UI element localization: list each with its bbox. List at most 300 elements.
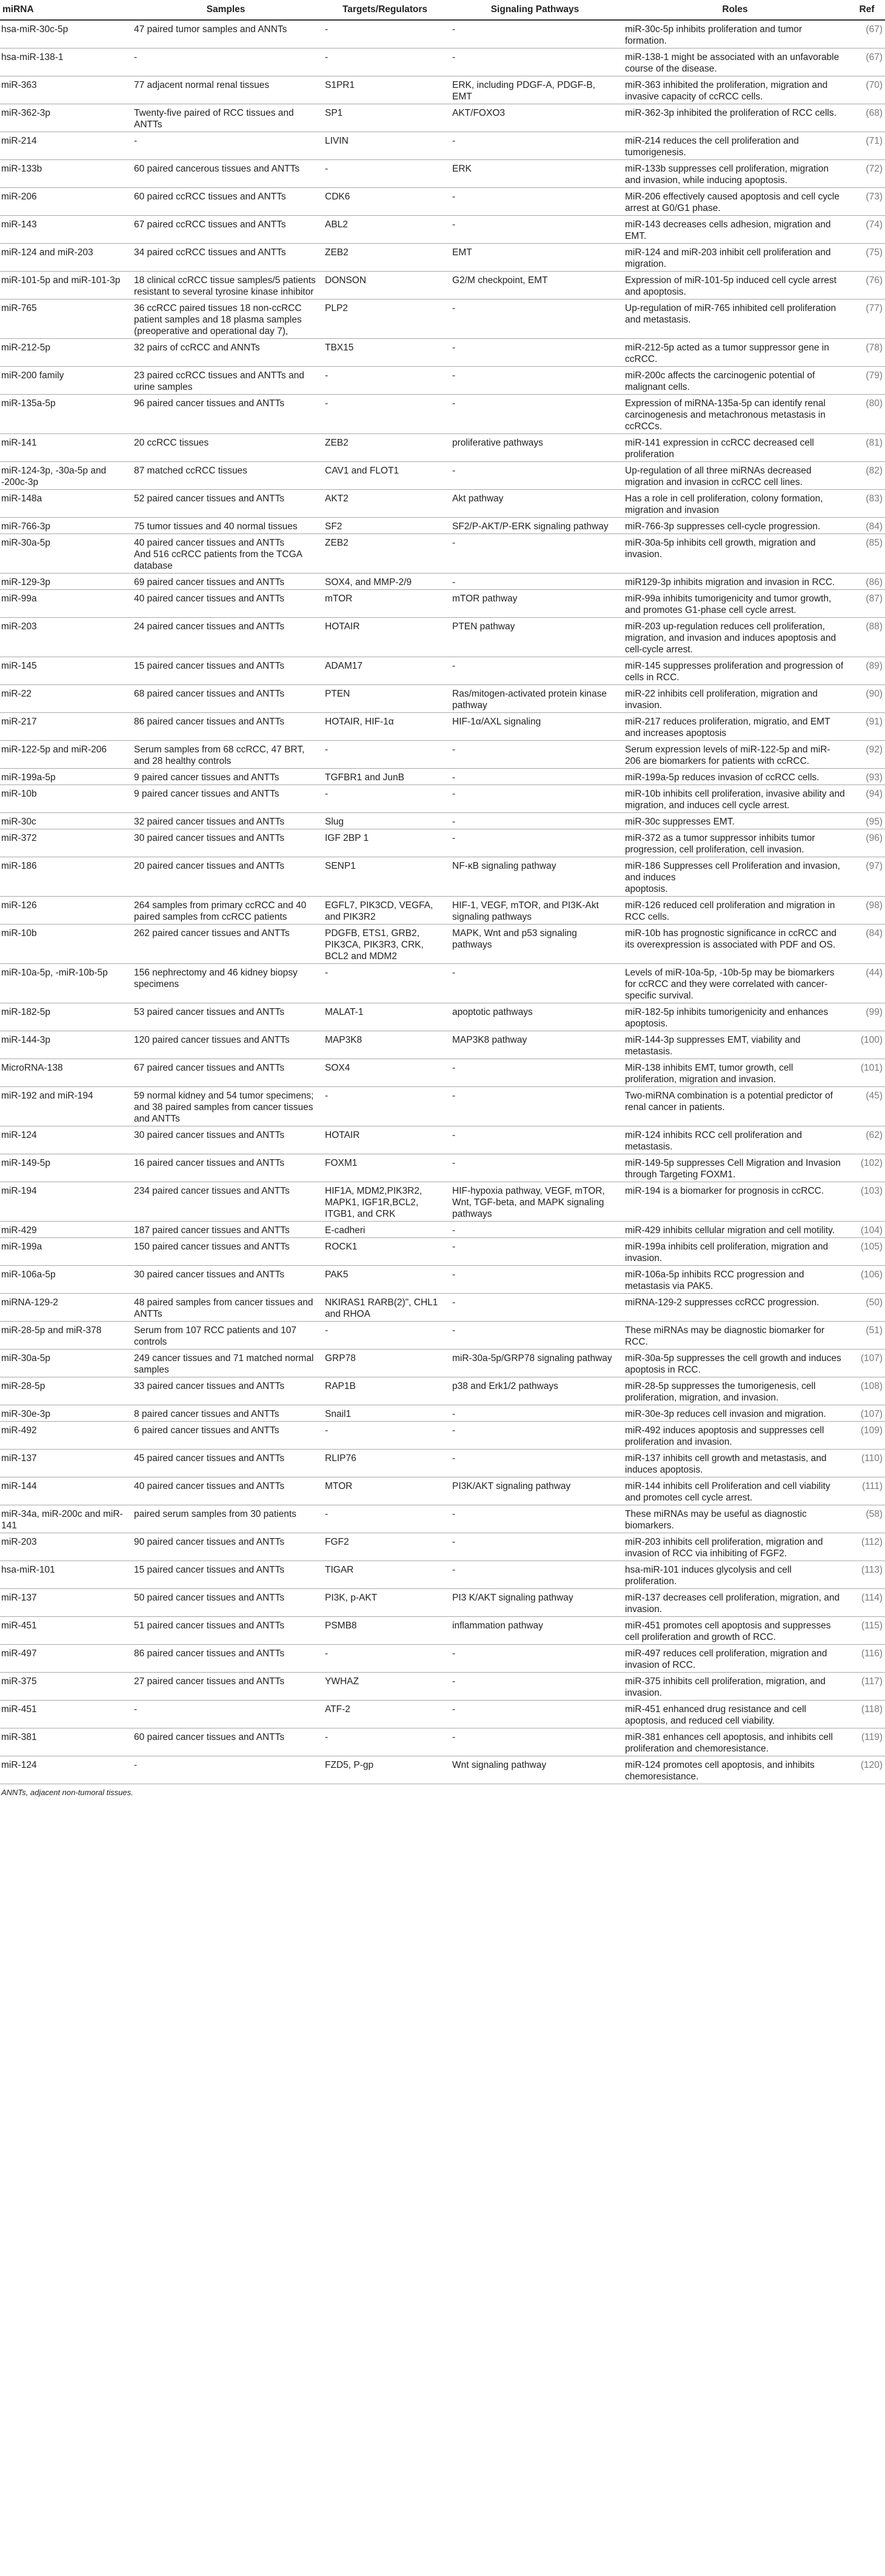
roles-cell: miR-137 decreases cell proliferation, migration, and invasion. (621, 1589, 849, 1617)
roles-cell: miR-203 inhibits cell proliferation, migration and invasion of RCC via inhibiting of FGF2. (621, 1533, 849, 1561)
roles-cell: miR-30a-5p inhibits cell growth, migration and invasion. (621, 534, 849, 574)
table-row (0, 1673, 885, 1701)
targets-cell: SENP1 (321, 857, 449, 897)
mirna-cell: miR-122-5p and miR-206 (0, 741, 130, 769)
targets-cell: ZEB2 (321, 434, 449, 462)
ref-cell[interactable]: (70) (849, 76, 885, 104)
pathways-cell: - (449, 1673, 621, 1701)
targets-cell: - (321, 160, 449, 188)
samples-cell: 32 pairs of ccRCC and ANNTs (130, 339, 321, 367)
ref-cell[interactable]: (115) (849, 1617, 885, 1645)
samples-cell: 33 paired cancer tissues and ANTTs (130, 1377, 321, 1405)
table-row (0, 829, 885, 857)
roles-cell: miR-10b inhibits cell proliferation, invasive ability and migration, and induces cell cycle arrest. (621, 785, 849, 813)
pathways-cell: - (449, 20, 621, 49)
ref-cell[interactable]: (116) (849, 1645, 885, 1673)
pathways-cell: - (449, 1126, 621, 1154)
targets-cell: - (321, 20, 449, 49)
ref-cell[interactable]: (45) (849, 1087, 885, 1126)
targets-cell: - (321, 1728, 449, 1756)
targets-cell: YWHAZ (321, 1673, 449, 1701)
ref-cell[interactable]: (107) (849, 1405, 885, 1422)
targets-cell: MTOR (321, 1477, 449, 1505)
pathways-cell: apoptotic pathways (449, 1003, 621, 1031)
mirna-cell: miR-10a-5p, -miR-10b-5p (0, 964, 130, 1003)
roles-cell: Levels of miR-10a-5p, -10b-5p may be biomarkers for ccRCC and they were correlated with cancer-specific survival. (621, 964, 849, 1003)
table-row (0, 713, 885, 741)
mirna-cell: miR-126 (0, 897, 130, 925)
table-row (0, 1533, 885, 1561)
samples-cell: 45 paired cancer tissues and ANTTs (130, 1450, 321, 1477)
pathways-cell: - (449, 1266, 621, 1294)
roles-cell: miR-124 inhibits RCC cell proliferation and metastasis. (621, 1126, 849, 1154)
roles-cell: miR-99a inhibits tumorigenicity and tumor growth, and promotes G1-phase cell cycle arrest. (621, 590, 849, 618)
pathways-cell: - (449, 1533, 621, 1561)
targets-cell: SF2 (321, 518, 449, 534)
targets-cell: HIF1A, MDM2,PIK3R2, MAPK1, IGF1R,BCL2, ITGB1, and CRK (321, 1182, 449, 1222)
mirna-cell: miR-497 (0, 1645, 130, 1673)
ref-cell[interactable]: (103) (849, 1182, 885, 1222)
roles-cell: miR-144-3p suppresses EMT, viability and metastasis. (621, 1031, 849, 1059)
mirna-cell: miR-451 (0, 1617, 130, 1645)
roles-cell: Up-regulation of miR-765 inhibited cell proliferation and metastasis. (621, 299, 849, 339)
ref-cell[interactable]: (79) (849, 367, 885, 395)
targets-cell: HOTAIR (321, 1126, 449, 1154)
targets-cell: NKIRAS1 RARB(2)", CHL1 and RHOA (321, 1294, 449, 1322)
table-row (0, 1003, 885, 1031)
table-row (0, 1450, 885, 1477)
roles-cell: Expression of miR-101-5p induced cell cycle arrest and apoptosis. (621, 272, 849, 299)
pathways-cell: - (449, 741, 621, 769)
ref-cell[interactable]: (93) (849, 769, 885, 785)
ref-cell[interactable]: (102) (849, 1154, 885, 1182)
pathways-cell: MAPK, Wnt and p53 signaling pathways (449, 925, 621, 964)
pathways-cell: Wnt signaling pathway (449, 1756, 621, 1784)
ref-cell[interactable]: (51) (849, 1322, 885, 1350)
table-row (0, 160, 885, 188)
samples-cell: 18 clinical ccRCC tissue samples/5 patients resistant to several tyrosine kinase inhibitor (130, 272, 321, 299)
roles-cell: miR-200c affects the carcinogenic potential of malignant cells. (621, 367, 849, 395)
ref-cell[interactable]: (74) (849, 216, 885, 244)
roles-cell: MiR-206 effectively caused apoptosis and cell cycle arrest at G0/G1 phase. (621, 188, 849, 216)
mirna-cell: miR-199a-5p (0, 769, 130, 785)
roles-cell: miR-451 promotes cell apoptosis and suppresses cell proliferation and growth of RCC. (621, 1617, 849, 1645)
ref-cell[interactable]: (97) (849, 857, 885, 897)
samples-cell: 67 paired cancer tissues and ANTTs (130, 1059, 321, 1087)
mirna-cell: miR-148a (0, 490, 130, 518)
targets-cell: PDGFB, ETS1, GRB2, PIK3CA, PIK3R3, CRK, BCL2 and MDM2 (321, 925, 449, 964)
mirna-cell: miR-212-5p (0, 339, 130, 367)
roles-cell: miR-138-1 might be associated with an unfavorable course of the disease. (621, 49, 849, 76)
pathways-cell: - (449, 188, 621, 216)
table-row (0, 1238, 885, 1266)
table-row (0, 964, 885, 1003)
mirna-cell: miR-214 (0, 132, 130, 160)
roles-cell: miR-199a-5p reduces invasion of ccRCC cells. (621, 769, 849, 785)
mirna-cell: miR-129-3p (0, 574, 130, 590)
ref-cell[interactable]: (77) (849, 299, 885, 339)
mirna-cell: miR-192 and miR-194 (0, 1087, 130, 1126)
pathways-cell: - (449, 1294, 621, 1322)
targets-cell: SOX4, and MMP-2/9 (321, 574, 449, 590)
ref-cell[interactable]: (73) (849, 188, 885, 216)
samples-cell: - (130, 1756, 321, 1784)
ref-cell[interactable]: (107) (849, 1350, 885, 1377)
targets-cell: PLP2 (321, 299, 449, 339)
roles-cell: miR-124 promotes cell apoptosis, and inhibits chemoresistance. (621, 1756, 849, 1784)
ref-cell[interactable]: (67) (849, 49, 885, 76)
pathways-cell: - (449, 785, 621, 813)
samples-cell: 90 paired cancer tissues and ANTTs (130, 1533, 321, 1561)
pathways-cell: - (449, 339, 621, 367)
pathways-cell: - (449, 1701, 621, 1728)
table-row (0, 857, 885, 897)
ref-cell[interactable]: (119) (849, 1728, 885, 1756)
ref-cell[interactable]: (108) (849, 1377, 885, 1405)
pathways-cell: HIF-1, VEGF, mTOR, and PI3K-Akt signaling pathways (449, 897, 621, 925)
ref-cell[interactable]: (81) (849, 434, 885, 462)
targets-cell: AKT2 (321, 490, 449, 518)
samples-cell: 15 paired cancer tissues and ANTTs (130, 657, 321, 685)
samples-cell: Serum from 107 RCC patients and 107 controls (130, 1322, 321, 1350)
samples-cell: 75 tumor tissues and 40 normal tissues (130, 518, 321, 534)
ref-cell[interactable]: (89) (849, 657, 885, 685)
samples-cell: 86 paired cancer tissues and ANTTs (130, 1645, 321, 1673)
roles-cell: miR-363 inhibited the proliferation, migration and invasive capacity of ccRCC cells. (621, 76, 849, 104)
mirna-cell: miR-124 (0, 1126, 130, 1154)
roles-cell: miR-126 reduced cell proliferation and migration in RCC cells. (621, 897, 849, 925)
table-row (0, 1477, 885, 1505)
pathways-cell: - (449, 1238, 621, 1266)
table-row (0, 685, 885, 713)
mirna-cell: miR-30a-5p (0, 1350, 130, 1377)
roles-cell: hsa-miR-101 induces glycolysis and cell proliferation. (621, 1561, 849, 1589)
targets-cell: TBX15 (321, 339, 449, 367)
samples-cell: - (130, 132, 321, 160)
table-row (0, 785, 885, 813)
mirna-cell: miR-137 (0, 1589, 130, 1617)
pathways-cell: mTOR pathway (449, 590, 621, 618)
mirna-cell: miR-124 and miR-203 (0, 244, 130, 272)
ref-cell[interactable]: (72) (849, 160, 885, 188)
samples-cell: 9 paired cancer tissues and ANTTs (130, 785, 321, 813)
mirna-cell: hsa-miR-138-1 (0, 49, 130, 76)
table-row (0, 1222, 885, 1238)
roles-cell: miR-182-5p inhibits tumorigenicity and enhances apoptosis. (621, 1003, 849, 1031)
ref-cell[interactable]: (100) (849, 1031, 885, 1059)
ref-cell[interactable]: (94) (849, 785, 885, 813)
table-row (0, 367, 885, 395)
pathways-cell: PI3 K/AKT signaling pathway (449, 1589, 621, 1617)
ref-cell[interactable]: (80) (849, 395, 885, 434)
mirna-cell: miR-145 (0, 657, 130, 685)
roles-cell: miR129-3p inhibits migration and invasion in RCC. (621, 574, 849, 590)
targets-cell: - (321, 367, 449, 395)
targets-cell: - (321, 1322, 449, 1350)
samples-cell: 52 paired cancer tissues and ANTTs (130, 490, 321, 518)
ref-cell[interactable]: (101) (849, 1059, 885, 1087)
samples-cell: 68 paired cancer tissues and ANTTs (130, 685, 321, 713)
roles-cell: Serum expression levels of miR-122-5p and miR-206 are biomarkers for patients with ccRCC. (621, 741, 849, 769)
table-row (0, 1087, 885, 1126)
roles-cell: miR-133b suppresses cell proliferation, migration and invasion, while inducing apoptosis. (621, 160, 849, 188)
targets-cell: - (321, 741, 449, 769)
mirna-cell: miR-200 family (0, 367, 130, 395)
mirna-cell: miR-381 (0, 1728, 130, 1756)
targets-cell: HOTAIR, HIF-1α (321, 713, 449, 741)
ref-cell[interactable]: (105) (849, 1238, 885, 1266)
samples-cell: 24 paired cancer tissues and ANTTs (130, 618, 321, 657)
mirna-cell: miR-199a (0, 1238, 130, 1266)
ref-cell[interactable]: (58) (849, 1505, 885, 1533)
table-row (0, 1266, 885, 1294)
table-row (0, 741, 885, 769)
ref-cell[interactable]: (84) (849, 925, 885, 964)
pathways-cell: SF2/P-AKT/P-ERK signaling pathway (449, 518, 621, 534)
pathways-cell: - (449, 769, 621, 785)
samples-cell: Twenty-five paired of RCC tissues and ANTTs (130, 104, 321, 132)
mirna-cell: miR-203 (0, 618, 130, 657)
pathways-cell: - (449, 1450, 621, 1477)
table-row (0, 244, 885, 272)
ref-cell[interactable]: (104) (849, 1222, 885, 1238)
ref-cell[interactable]: (83) (849, 490, 885, 518)
table-row (0, 1377, 885, 1405)
targets-cell: Snail1 (321, 1405, 449, 1422)
pathways-cell: - (449, 1505, 621, 1533)
targets-cell: MALAT-1 (321, 1003, 449, 1031)
ref-cell[interactable]: (109) (849, 1422, 885, 1450)
mirna-cell: miR-149-5p (0, 1154, 130, 1182)
targets-cell: TGFBR1 and JunB (321, 769, 449, 785)
ref-cell[interactable]: (67) (849, 20, 885, 49)
roles-cell: Up-regulation of all three miRNAs decreased migration and invasion in ccRCC cell lines. (621, 462, 849, 490)
roles-cell: miR-30a-5p suppresses the cell growth and induces apoptosis in RCC. (621, 1350, 849, 1377)
roles-cell: miR-30c suppresses EMT. (621, 813, 849, 829)
table-row (0, 462, 885, 490)
ref-cell[interactable]: (112) (849, 1533, 885, 1561)
pathways-cell: - (449, 1087, 621, 1126)
mirna-cell: miR-363 (0, 76, 130, 104)
table-row (0, 1031, 885, 1059)
table-row (0, 1728, 885, 1756)
ref-cell[interactable]: (86) (849, 574, 885, 590)
ref-cell[interactable]: (71) (849, 132, 885, 160)
samples-cell: 67 paired ccRCC tissues and ANTTs (130, 216, 321, 244)
table-row (0, 897, 885, 925)
ref-cell[interactable]: (99) (849, 1003, 885, 1031)
samples-cell: 86 paired cancer tissues and ANTTs (130, 713, 321, 741)
mirna-cell: miR-133b (0, 160, 130, 188)
mirna-cell: miR-186 (0, 857, 130, 897)
ref-cell[interactable]: (50) (849, 1294, 885, 1322)
table-row (0, 657, 885, 685)
mirna-cell: miR-137 (0, 1450, 130, 1477)
targets-cell: PTEN (321, 685, 449, 713)
pathways-cell: - (449, 657, 621, 685)
ref-cell[interactable]: (68) (849, 104, 885, 132)
mirna-cell: hsa-miR-30c-5p (0, 20, 130, 49)
pathways-cell: proliferative pathways (449, 434, 621, 462)
targets-cell: mTOR (321, 590, 449, 618)
table-row (0, 1561, 885, 1589)
ref-cell[interactable]: (114) (849, 1589, 885, 1617)
roles-cell: miR-144 inhibits cell Proliferation and cell viability and promotes cell cycle arrest. (621, 1477, 849, 1505)
targets-cell: MAP3K8 (321, 1031, 449, 1059)
roles-cell: miR-124 and miR-203 inhibit cell proliferation and migration. (621, 244, 849, 272)
table-row (0, 395, 885, 434)
targets-cell: SP1 (321, 104, 449, 132)
ref-cell[interactable]: (44) (849, 964, 885, 1003)
ref-cell[interactable]: (113) (849, 1561, 885, 1589)
pathways-cell: - (449, 49, 621, 76)
pathways-cell: PI3K/AKT signaling pathway (449, 1477, 621, 1505)
targets-cell: RLIP76 (321, 1450, 449, 1477)
header-pathways: Signaling Pathways (449, 0, 621, 20)
ref-cell[interactable]: (84) (849, 518, 885, 534)
targets-cell: ABL2 (321, 216, 449, 244)
samples-cell: 8 paired cancer tissues and ANTTs (130, 1405, 321, 1422)
pathways-cell: miR-30a-5p/GRP78 signaling pathway (449, 1350, 621, 1377)
samples-cell: 6 paired cancer tissues and ANTTs (130, 1422, 321, 1450)
samples-cell: 60 paired cancerous tissues and ANTTs (130, 160, 321, 188)
samples-cell: 40 paired cancer tissues and ANTTs (130, 590, 321, 618)
pathways-cell: - (449, 1728, 621, 1756)
roles-cell: miR-212-5p acted as a tumor suppressor gene in ccRCC. (621, 339, 849, 367)
samples-cell: 187 paired cancer tissues and ANTTs (130, 1222, 321, 1238)
samples-cell: 34 paired ccRCC tissues and ANTTs (130, 244, 321, 272)
ref-cell[interactable]: (120) (849, 1756, 885, 1784)
mirna-cell: miR-30e-3p (0, 1405, 130, 1422)
mirna-cell: miR-106a-5p (0, 1266, 130, 1294)
pathways-cell: Akt pathway (449, 490, 621, 518)
table-row (0, 1059, 885, 1087)
table-row (0, 769, 885, 785)
table-row (0, 1322, 885, 1350)
pathways-cell: - (449, 1059, 621, 1087)
samples-cell: 27 paired cancer tissues and ANTTs (130, 1673, 321, 1701)
targets-cell: EGFL7, PIK3CD, VEGFA, and PIK3R2 (321, 897, 449, 925)
ref-cell[interactable]: (82) (849, 462, 885, 490)
samples-cell: 234 paired cancer tissues and ANTTs (130, 1182, 321, 1222)
targets-cell: IGF 2BP 1 (321, 829, 449, 857)
ref-cell[interactable]: (95) (849, 813, 885, 829)
mirna-cell: miR-101-5p and miR-101-3p (0, 272, 130, 299)
samples-cell: 96 paired cancer tissues and ANTTs (130, 395, 321, 434)
roles-cell: miR-141 expression in ccRCC decreased cell proliferation (621, 434, 849, 462)
roles-cell: miR-186 Suppresses cell Proliferation and invasion, and induces apoptosis. (621, 857, 849, 897)
ref-cell[interactable]: (117) (849, 1673, 885, 1701)
samples-cell: 87 matched ccRCC tissues (130, 462, 321, 490)
ref-cell[interactable]: (78) (849, 339, 885, 367)
roles-cell: miR-766-3p suppresses cell-cycle progression. (621, 518, 849, 534)
targets-cell: Slug (321, 813, 449, 829)
ref-cell[interactable]: (91) (849, 713, 885, 741)
targets-cell: ADAM17 (321, 657, 449, 685)
roles-cell: miR-372 as a tumor suppressor inhibits tumor progression, cell proliferation, cell invasion. (621, 829, 849, 857)
samples-cell: 262 paired cancer tissues and ANTTs (130, 925, 321, 964)
table-row (0, 216, 885, 244)
roles-cell: miR-30e-3p reduces cell invasion and migration. (621, 1405, 849, 1422)
ref-cell[interactable]: (98) (849, 897, 885, 925)
roles-cell: miR-497 reduces cell proliferation, migration and invasion of RCC. (621, 1645, 849, 1673)
ref-cell[interactable]: (88) (849, 618, 885, 657)
samples-cell: 77 adjacent normal renal tissues (130, 76, 321, 104)
targets-cell: - (321, 1645, 449, 1673)
pathways-cell: p38 and Erk1/2 pathways (449, 1377, 621, 1405)
targets-cell: SOX4 (321, 1059, 449, 1087)
pathways-cell: NF-κB signaling pathway (449, 857, 621, 897)
roles-cell: Two-miRNA combination is a potential predictor of renal cancer in patients. (621, 1087, 849, 1126)
mirna-cell: miR-429 (0, 1222, 130, 1238)
samples-cell: 53 paired cancer tissues and ANTTs (130, 1003, 321, 1031)
roles-cell: miR-214 reduces the cell proliferation and tumorigenesis. (621, 132, 849, 160)
pathways-cell: - (449, 1645, 621, 1673)
roles-cell: miR-145 suppresses proliferation and progression of cells in RCC. (621, 657, 849, 685)
ref-cell[interactable]: (118) (849, 1701, 885, 1728)
table-row (0, 534, 885, 574)
pathways-cell: - (449, 813, 621, 829)
roles-cell: Has a role in cell proliferation, colony formation, migration and invasion (621, 490, 849, 518)
ref-cell[interactable]: (96) (849, 829, 885, 857)
mirna-cell: miR-182-5p (0, 1003, 130, 1031)
pathways-cell: G2/M checkpoint, EMT (449, 272, 621, 299)
ref-cell[interactable]: (62) (849, 1126, 885, 1154)
table-body (0, 20, 885, 1784)
targets-cell: ZEB2 (321, 534, 449, 574)
mirna-cell: miR-28-5p and miR-378 (0, 1322, 130, 1350)
ref-cell[interactable]: (106) (849, 1266, 885, 1294)
ref-cell[interactable]: (87) (849, 590, 885, 618)
pathways-cell: - (449, 1405, 621, 1422)
header-roles: Roles (621, 0, 849, 20)
table-row (0, 434, 885, 462)
table-row (0, 590, 885, 618)
pathways-cell: MAP3K8 pathway (449, 1031, 621, 1059)
roles-cell: miR-362-3p inhibited the proliferation of RCC cells. (621, 104, 849, 132)
ref-cell[interactable]: (111) (849, 1477, 885, 1505)
samples-cell: 30 paired cancer tissues and ANTTs (130, 1126, 321, 1154)
table-row (0, 1154, 885, 1182)
targets-cell: - (321, 49, 449, 76)
table-row (0, 132, 885, 160)
mirna-cell: miR-99a (0, 590, 130, 618)
table-row (0, 490, 885, 518)
pathways-cell: - (449, 534, 621, 574)
header-ref: Ref (849, 0, 885, 20)
pathways-cell: - (449, 395, 621, 434)
samples-cell: 60 paired cancer tissues and ANTTs (130, 1728, 321, 1756)
samples-cell: 264 samples from primary ccRCC and 40 paired samples from ccRCC patients (130, 897, 321, 925)
pathways-cell: Ras/mitogen-activated protein kinase pathway (449, 685, 621, 713)
mirna-cell: hsa-miR-101 (0, 1561, 130, 1589)
targets-cell: FGF2 (321, 1533, 449, 1561)
ref-cell[interactable]: (110) (849, 1450, 885, 1477)
samples-cell: 47 paired tumor samples and ANNTs (130, 20, 321, 49)
ref-cell[interactable]: (76) (849, 272, 885, 299)
mirna-cell: miR-217 (0, 713, 130, 741)
table-row (0, 518, 885, 534)
ref-cell[interactable]: (92) (849, 741, 885, 769)
pathways-cell: - (449, 462, 621, 490)
ref-cell[interactable]: (85) (849, 534, 885, 574)
ref-cell[interactable]: (75) (849, 244, 885, 272)
samples-cell: 150 paired cancer tissues and ANTTs (130, 1238, 321, 1266)
pathways-cell: - (449, 1154, 621, 1182)
pathways-cell: - (449, 1422, 621, 1450)
ref-cell[interactable]: (90) (849, 685, 885, 713)
roles-cell: miR-199a inhibits cell proliferation, migration and invasion. (621, 1238, 849, 1266)
